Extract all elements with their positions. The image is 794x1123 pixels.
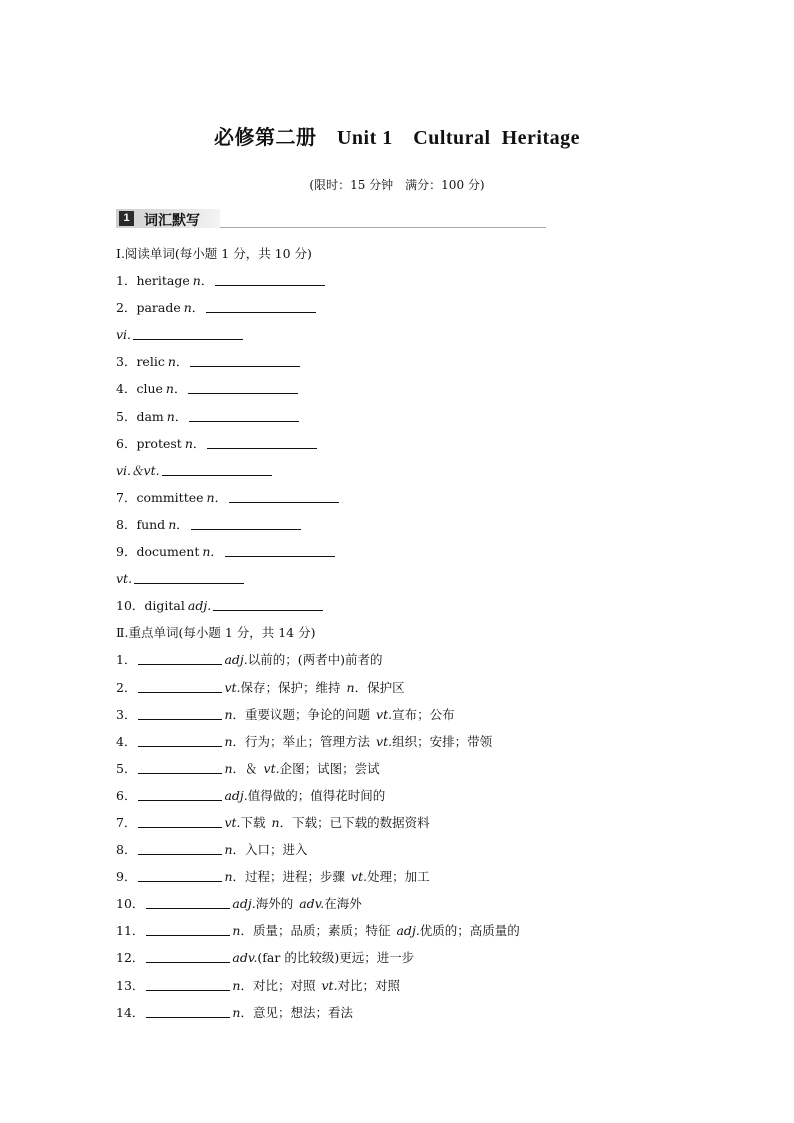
section-header-rule xyxy=(220,227,546,228)
key-word-item xyxy=(116,976,716,1003)
part1-heading xyxy=(116,244,716,271)
definition: 处理；加工 xyxy=(367,869,430,885)
definition: ．行为；举止；管理方法 xyxy=(232,733,371,749)
item-number: 12． xyxy=(116,950,145,966)
item-number: 10． xyxy=(116,896,145,912)
part-of-speech: vt. xyxy=(376,706,393,722)
answer-blank[interactable] xyxy=(138,678,222,693)
part-of-speech: n xyxy=(271,814,280,830)
part-of-speech: n xyxy=(184,435,193,451)
answer-blank[interactable] xyxy=(191,515,301,530)
vocab-word: protest xyxy=(136,435,182,451)
pos-dot: ． xyxy=(174,408,188,424)
vocab-item xyxy=(116,596,716,623)
definition: 优质的；高质量的 xyxy=(419,923,520,939)
answer-blank[interactable] xyxy=(215,271,325,286)
definition: (far 的比较级)更远；进一步 xyxy=(257,950,415,966)
part-of-speech: n xyxy=(167,354,176,370)
answer-blank[interactable] xyxy=(206,298,316,313)
section-header-vocab xyxy=(116,207,436,231)
definition: 下载 xyxy=(240,814,266,830)
definition: 组织；安排；带领 xyxy=(392,733,493,749)
pos-dot: ． xyxy=(214,489,228,505)
answer-blank[interactable] xyxy=(162,461,272,476)
vocab-word: heritage xyxy=(136,273,190,289)
key-word-item xyxy=(116,867,716,894)
answer-blank[interactable] xyxy=(138,840,222,855)
part-of-speech: vt. xyxy=(376,733,393,749)
key-word-item xyxy=(116,705,716,732)
answer-blank[interactable] xyxy=(146,976,230,991)
answer-blank[interactable] xyxy=(188,379,298,394)
vocab-item xyxy=(116,271,716,298)
part-of-speech: vt. xyxy=(351,869,368,885)
item-number: 14． xyxy=(116,1004,145,1020)
definition: ．质量；品质；素质；特征 xyxy=(240,923,391,939)
part-of-speech: adv. xyxy=(299,896,325,912)
worksheet-body xyxy=(116,244,716,1030)
part-of-speech: n xyxy=(224,706,233,722)
answer-blank[interactable] xyxy=(138,786,222,801)
answer-blank[interactable] xyxy=(225,542,335,557)
key-word-item xyxy=(116,1003,716,1030)
vocab-item xyxy=(116,407,716,434)
item-number: 7． xyxy=(116,489,137,505)
definition: ．重要议题；争论的问题 xyxy=(232,706,371,722)
answer-blank[interactable] xyxy=(146,894,230,909)
answer-blank[interactable] xyxy=(207,434,317,449)
definition: 海外的 xyxy=(255,896,294,912)
part1-heading-text: Ⅰ.阅读单词(每小题 1 分，共 10 分) xyxy=(116,246,312,261)
answer-blank[interactable] xyxy=(229,488,339,503)
item-number: 4． xyxy=(116,733,137,749)
key-word-item xyxy=(116,948,716,975)
item-number: 2． xyxy=(116,679,137,695)
item-number: 9． xyxy=(116,869,137,885)
part-of-speech: vt. xyxy=(116,571,133,587)
item-number: 11． xyxy=(116,923,145,939)
vocab-item xyxy=(116,569,716,596)
pos-dot: ． xyxy=(191,300,205,316)
vocab-item xyxy=(116,515,716,542)
definition: 在海外 xyxy=(324,896,362,912)
key-word-item xyxy=(116,732,716,759)
part-of-speech: adj. xyxy=(396,923,420,939)
vocab-item xyxy=(116,352,716,379)
definition: ．保护区 xyxy=(354,679,405,695)
vocab-word: dam xyxy=(136,408,164,424)
item-number: 1． xyxy=(116,273,137,289)
part-of-speech: vt. xyxy=(321,977,338,993)
section-title: 词汇默写 xyxy=(144,213,200,229)
answer-blank[interactable] xyxy=(189,407,299,422)
part-of-speech: vt. xyxy=(224,679,241,695)
vocab-item xyxy=(116,461,716,488)
answer-blank[interactable] xyxy=(138,813,222,828)
answer-blank[interactable] xyxy=(138,732,222,747)
answer-blank[interactable] xyxy=(138,867,222,882)
part-of-speech: adj. xyxy=(224,652,248,668)
item-number: 8． xyxy=(116,516,137,532)
vocab-item xyxy=(116,488,716,515)
definition: ．意见；想法；看法 xyxy=(240,1004,353,1020)
vocab-item xyxy=(116,542,716,569)
item-number: 8． xyxy=(116,842,137,858)
definition: 对比；对照 xyxy=(337,977,401,993)
answer-blank[interactable] xyxy=(146,1003,230,1018)
part-of-speech: n xyxy=(224,842,233,858)
key-word-item xyxy=(116,786,716,813)
part-of-speech: n xyxy=(168,516,177,532)
answer-blank[interactable] xyxy=(190,352,300,367)
item-number: 4． xyxy=(116,381,137,397)
item-number: 3． xyxy=(116,354,137,370)
item-number: 13． xyxy=(116,977,145,993)
part-of-speech: n xyxy=(183,300,192,316)
answer-blank[interactable] xyxy=(138,705,222,720)
page-title: 必修第二册 Unit 1 Cultural Heritage xyxy=(213,127,581,149)
answer-blank[interactable] xyxy=(133,325,243,340)
part-of-speech: n xyxy=(192,273,201,289)
vocab-word: fund xyxy=(136,516,166,532)
pos-dot: ． xyxy=(200,273,214,289)
item-number: 6． xyxy=(116,435,137,451)
part2-heading xyxy=(116,623,716,650)
part1-list xyxy=(116,271,716,623)
part-of-speech: adj. xyxy=(232,896,256,912)
key-word-item xyxy=(116,650,716,677)
part-of-speech: vi. xyxy=(116,327,132,343)
part-of-speech: n xyxy=(232,923,241,939)
answer-blank[interactable] xyxy=(213,596,323,611)
key-word-item xyxy=(116,678,716,705)
vocab-word: digital xyxy=(144,598,185,614)
pos-dot: ． xyxy=(175,354,189,370)
item-number: 9． xyxy=(116,544,137,560)
part-of-speech: adj. xyxy=(187,598,212,614)
definition: 企图；试图；尝试 xyxy=(279,760,380,776)
part-of-speech: vi.＆vt. xyxy=(116,462,160,478)
item-number: 5． xyxy=(116,408,137,424)
part-of-speech: n xyxy=(224,869,233,885)
pos-dot: ． xyxy=(192,435,206,451)
part2-heading-text: Ⅱ.重点单词(每小题 1 分，共 14 分) xyxy=(116,625,316,641)
vocab-word: committee xyxy=(136,489,204,505)
vocab-item xyxy=(116,325,716,352)
definition: ．下载；已下载的数据资料 xyxy=(279,814,430,830)
definition: 值得做的；值得花时间的 xyxy=(247,787,386,803)
answer-blank[interactable] xyxy=(134,569,244,584)
vocab-word: relic xyxy=(136,354,165,370)
part-of-speech: n xyxy=(224,733,233,749)
definition: 以前的；(两者中)前者的 xyxy=(247,652,383,668)
item-number: 5． xyxy=(116,760,137,776)
key-word-item xyxy=(116,759,716,786)
definition: ．对比；对照 xyxy=(240,977,316,993)
part-of-speech: n xyxy=(232,977,241,993)
definition: ．入口；进入 xyxy=(232,842,308,858)
pos-dot: ． xyxy=(210,544,223,560)
vocab-word: parade xyxy=(136,300,181,316)
part2-list xyxy=(116,650,716,1029)
vocab-item xyxy=(116,298,716,325)
key-word-item xyxy=(116,813,716,840)
answer-blank[interactable] xyxy=(146,921,230,936)
key-word-item xyxy=(116,921,716,948)
part-of-speech: n xyxy=(206,489,215,505)
pos-dot: ． xyxy=(173,381,187,397)
part-of-speech: adv. xyxy=(232,950,258,966)
part-of-speech: n xyxy=(232,1004,241,1020)
key-word-item xyxy=(116,840,716,867)
section-number-icon: 1 xyxy=(119,211,134,226)
part-of-speech: n xyxy=(202,544,211,560)
answer-blank[interactable] xyxy=(138,759,222,774)
definition: ．＆ xyxy=(232,760,258,776)
part-of-speech: vt. xyxy=(224,814,241,830)
item-number: 1． xyxy=(116,652,137,668)
definition: ．过程；进程；步骤 xyxy=(232,869,346,885)
answer-blank[interactable] xyxy=(146,948,230,963)
key-word-item xyxy=(116,894,716,921)
answer-blank[interactable] xyxy=(138,650,222,665)
definition: 保存；保护；维持 xyxy=(240,679,341,695)
part-of-speech: vt. xyxy=(263,760,280,776)
part-of-speech: n xyxy=(165,381,174,397)
vocab-word: clue xyxy=(136,381,163,397)
vocab-item xyxy=(116,379,716,406)
vocab-item xyxy=(116,434,716,461)
part-of-speech: n xyxy=(346,679,355,695)
part-of-speech: n xyxy=(166,408,175,424)
item-number: 6． xyxy=(116,787,137,803)
definition: 宣布；公布 xyxy=(392,706,455,722)
time-and-score-info: (限时：15 分钟 满分：100 分) xyxy=(309,178,485,192)
pos-dot: ． xyxy=(176,516,189,532)
part-of-speech: adj. xyxy=(224,787,248,803)
item-number: 10． xyxy=(116,598,145,614)
vocab-word: document xyxy=(136,544,200,560)
part-of-speech: n xyxy=(224,760,233,776)
item-number: 7． xyxy=(116,814,137,830)
item-number: 2． xyxy=(116,300,137,316)
item-number: 3． xyxy=(116,706,137,722)
